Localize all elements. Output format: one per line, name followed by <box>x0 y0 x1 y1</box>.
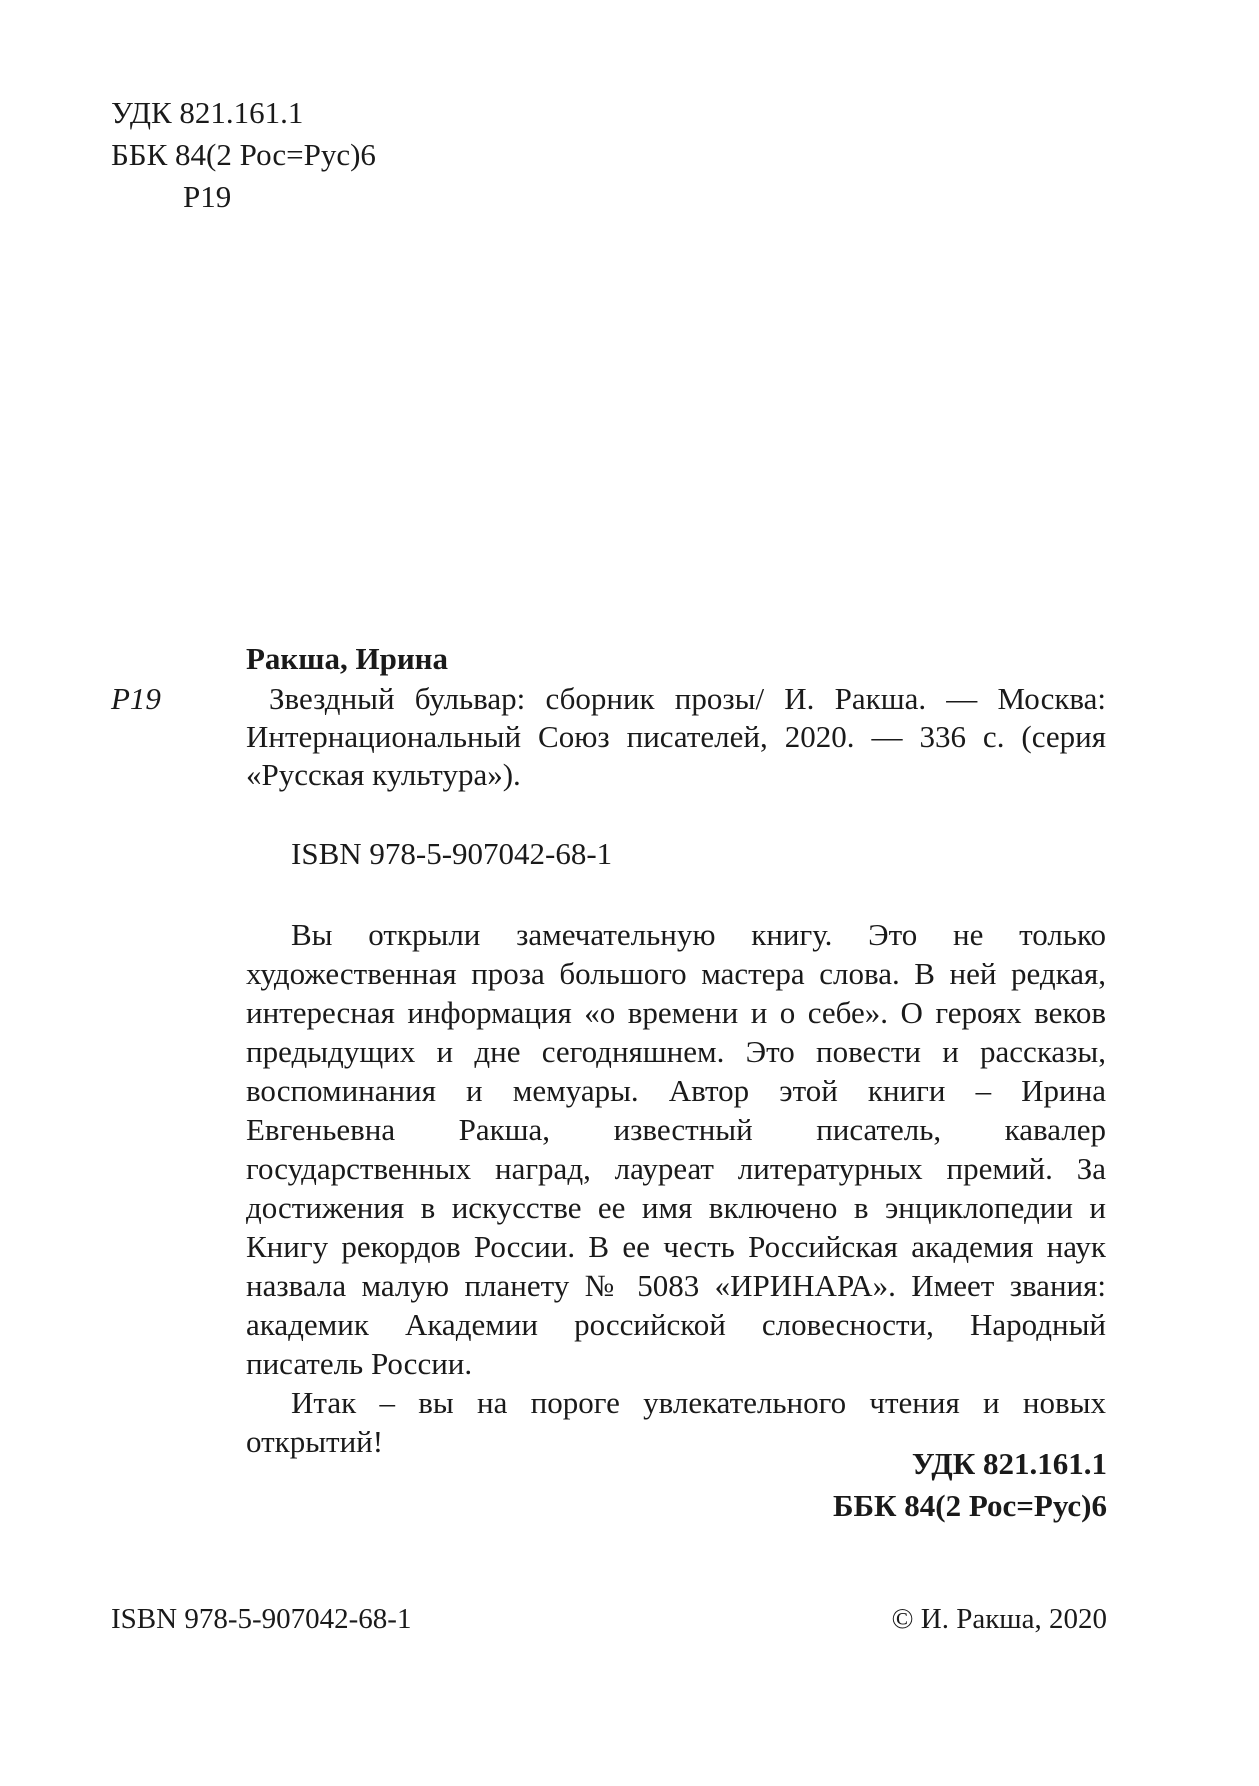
bibliographic-record <box>246 640 1106 794</box>
annotation <box>246 915 1106 1461</box>
annotation-paragraph: Вы открыли замечательную книгу. Это не только художественная проза большого мастера слова. В ней редкая, интересная информация «о времени и о себе». О героях веков предыдущих и дне сегодняшнем. Это повести и рассказы, воспоминания и мемуары. Автор этой книги – Ирина Евгеньевна Ракша, известный писатель, кавалер государственных наград, лауреат литературных премий. За достижения в искусстве ее имя включено в энциклопедии и Книгу рекордов России. В ее честь Российская академия наук назвала малую планету № 5083 «ИРИНАРА». Имеет звания: академик Академии российской словесности, Народный писатель России. <box>246 917 1106 1381</box>
author-mark: Р19 <box>183 179 232 214</box>
author-name: Ракша, Ирина <box>246 641 449 676</box>
bibliographic-description: Звездный бульвар: сборник прозы/ И. Ракша. — Москва: Интернациональный Союз писателей, 2020. — 336 с. (серия «Русская культура»). <box>246 681 1106 792</box>
annotation-paragraph: Итак – вы на пороге увлекательного чтения и новых открытий! <box>246 1385 1106 1459</box>
udk-code-bold: УДК 821.161.1 <box>911 1446 1107 1481</box>
footer-isbn: ISBN 978-5-907042-68-1 <box>111 1603 412 1635</box>
isbn-record: ISBN 978-5-907042-68-1 <box>291 836 613 871</box>
bbk-code-bold: ББК 84(2 Рос=Рус)6 <box>833 1488 1107 1523</box>
side-author-mark: Р19 <box>111 681 161 716</box>
copyright: © И. Ракша, 2020 <box>891 1603 1107 1635</box>
classification-header <box>111 92 376 218</box>
bbk-code: ББК 84(2 Рос=Рус)6 <box>111 137 376 172</box>
udk-code: УДК 821.161.1 <box>111 95 304 130</box>
classification-footer <box>833 1443 1107 1527</box>
